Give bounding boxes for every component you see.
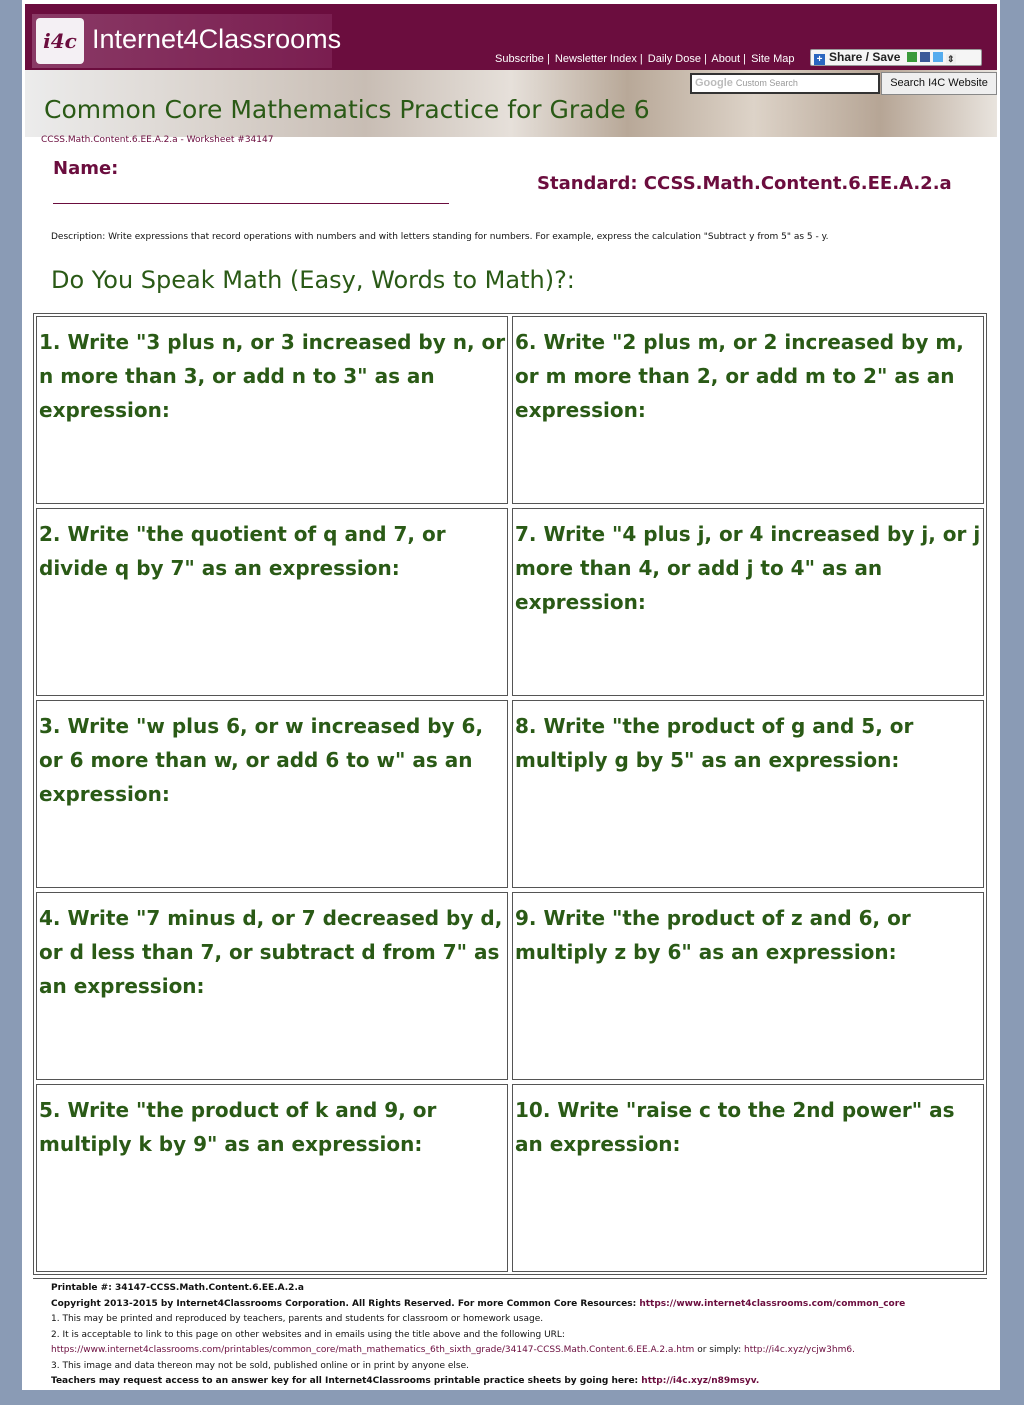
short-url-link[interactable]: http://i4c.xyz/ycjw3hm6.	[744, 1345, 855, 1355]
twitter-icon	[933, 52, 943, 62]
name-label: Name:	[53, 158, 119, 179]
question-text: 8. Write "the product of g and 5, or multiply g by 5" as an expression:	[515, 714, 914, 772]
common-core-link[interactable]: https://www.internet4classrooms.com/common_core	[639, 1298, 906, 1309]
question-text: 7. Write "4 plus j, or 4 increased by j, or j more than 4, or add j to 4" as an expression:	[515, 522, 981, 614]
page-banner	[25, 70, 997, 137]
teachers-text: Teachers may request access to an answer key for all Internet4Classrooms printable practice sheets by going here:	[51, 1376, 639, 1386]
footer-note-1: 1. This may be printed and reproduced by teachers, parents and students for classroom or homework usage.	[51, 1314, 544, 1324]
section-title: Do You Speak Math (Easy, Words to Math)?:	[51, 266, 575, 294]
question-cell	[512, 892, 984, 1080]
standard-label: Standard: CCSS.Math.Content.6.EE.A.2.a	[537, 173, 952, 194]
name-line	[53, 203, 449, 204]
page-title: Common Core Mathematics Practice for Grade 6	[44, 95, 650, 124]
top-nav	[495, 53, 797, 65]
copyright	[51, 1297, 991, 1313]
question-cell	[512, 1084, 984, 1272]
question-cell	[36, 508, 508, 696]
breadcrumb[interactable]: CCSS.Math.Content.6.EE.A.2.a - Worksheet #34147	[41, 135, 274, 145]
question-cell	[512, 316, 984, 504]
printable-number: Printable #: 34147-CCSS.Math.Content.6.EE.A.2.a	[51, 1283, 304, 1293]
worksheet-page	[22, 0, 1000, 1390]
question-cell	[36, 1084, 508, 1272]
description-text: Description: Write expressions that record operations with numbers and with letters standing for numbers. For example, express the calculation "Subtract y from 5" as 5 - y.	[51, 232, 829, 242]
or-simply-text: or simply:	[697, 1345, 742, 1355]
question-cell	[36, 316, 508, 504]
search-input[interactable]	[690, 73, 880, 94]
question-cell	[512, 508, 984, 696]
share-label: Share / Save	[829, 50, 901, 64]
facebook-icon	[920, 52, 930, 62]
worksheet-url-link[interactable]: https://www.internet4classrooms.com/printables/common_core/math_mathematics_6th_sixth_grade/34147-CCSS.Math.Content.6.EE.A.2.a.htm	[51, 1345, 695, 1355]
footer-note-2: 2. It is acceptable to link to this page on other websites and in emails using the title above and the following URL:	[51, 1329, 565, 1340]
search-button[interactable]: Search I4C Website	[881, 72, 997, 95]
chevron-updown-icon: ⇕	[946, 54, 955, 64]
teachers-note	[51, 1374, 991, 1390]
question-text: 1. Write "3 plus n, or 3 increased by n, or n more than 3, or add n to 3" as an expression:	[39, 330, 506, 422]
question-text: 3. Write "w plus 6, or w increased by 6, or 6 more than w, or add 6 to w" as an expression:	[39, 714, 484, 806]
logo-badge-icon: i4c	[36, 18, 84, 64]
question-grid	[33, 313, 987, 1275]
question-text: 5. Write "the product of k and 9, or multiply k by 9" as an expression:	[39, 1098, 437, 1156]
footer-divider	[33, 1278, 987, 1279]
site-header	[25, 4, 997, 70]
nav-link-about[interactable]: About |	[711, 53, 747, 65]
question-text: 10. Write "raise c to the 2nd power" as an expression:	[515, 1098, 955, 1156]
nav-link-newsletter-index[interactable]: Newsletter Index |	[554, 53, 643, 65]
copyright-text: Copyright 2013-2015 by Internet4Classrooms Corporation. All Rights Reserved. For more Common Core Resources:	[51, 1298, 637, 1309]
nav-link-subscribe[interactable]: Subscribe |	[495, 53, 550, 65]
nav-link-site-map[interactable]: Site Map	[751, 53, 795, 65]
site-logo[interactable]	[32, 14, 342, 68]
share-network-icon	[907, 52, 917, 62]
question-text: 6. Write "2 plus m, or 2 increased by m, or m more than 2, or add m to 2" as an expression:	[515, 330, 964, 422]
share-save-button[interactable]	[810, 49, 982, 66]
footer-url-row	[51, 1343, 991, 1359]
plus-icon: +	[814, 54, 825, 65]
question-text: 9. Write "the product of z and 6, or multiply z by 6" as an expression:	[515, 906, 911, 964]
question-text: 4. Write "7 minus d, or 7 decreased by d, or d less than 7, or subtract d from 7" as an expression:	[39, 906, 503, 998]
question-cell	[36, 700, 508, 888]
footer	[51, 1281, 991, 1390]
nav-link-daily-dose[interactable]: Daily Dose |	[647, 53, 707, 65]
google-logo: Google	[695, 77, 733, 89]
answer-key-link[interactable]: http://i4c.xyz/n89msyv.	[641, 1376, 760, 1386]
question-text: 2. Write "the quotient of q and 7, or divide q by 7" as an expression:	[39, 522, 446, 580]
search-placeholder: Custom Search	[735, 78, 798, 88]
footer-note-3: 3. This image and data thereon may not be sold, published online or in print by anyone else.	[51, 1360, 469, 1371]
question-cell	[512, 700, 984, 888]
logo-text: Internet4Classrooms	[92, 24, 342, 54]
question-cell	[36, 892, 508, 1080]
